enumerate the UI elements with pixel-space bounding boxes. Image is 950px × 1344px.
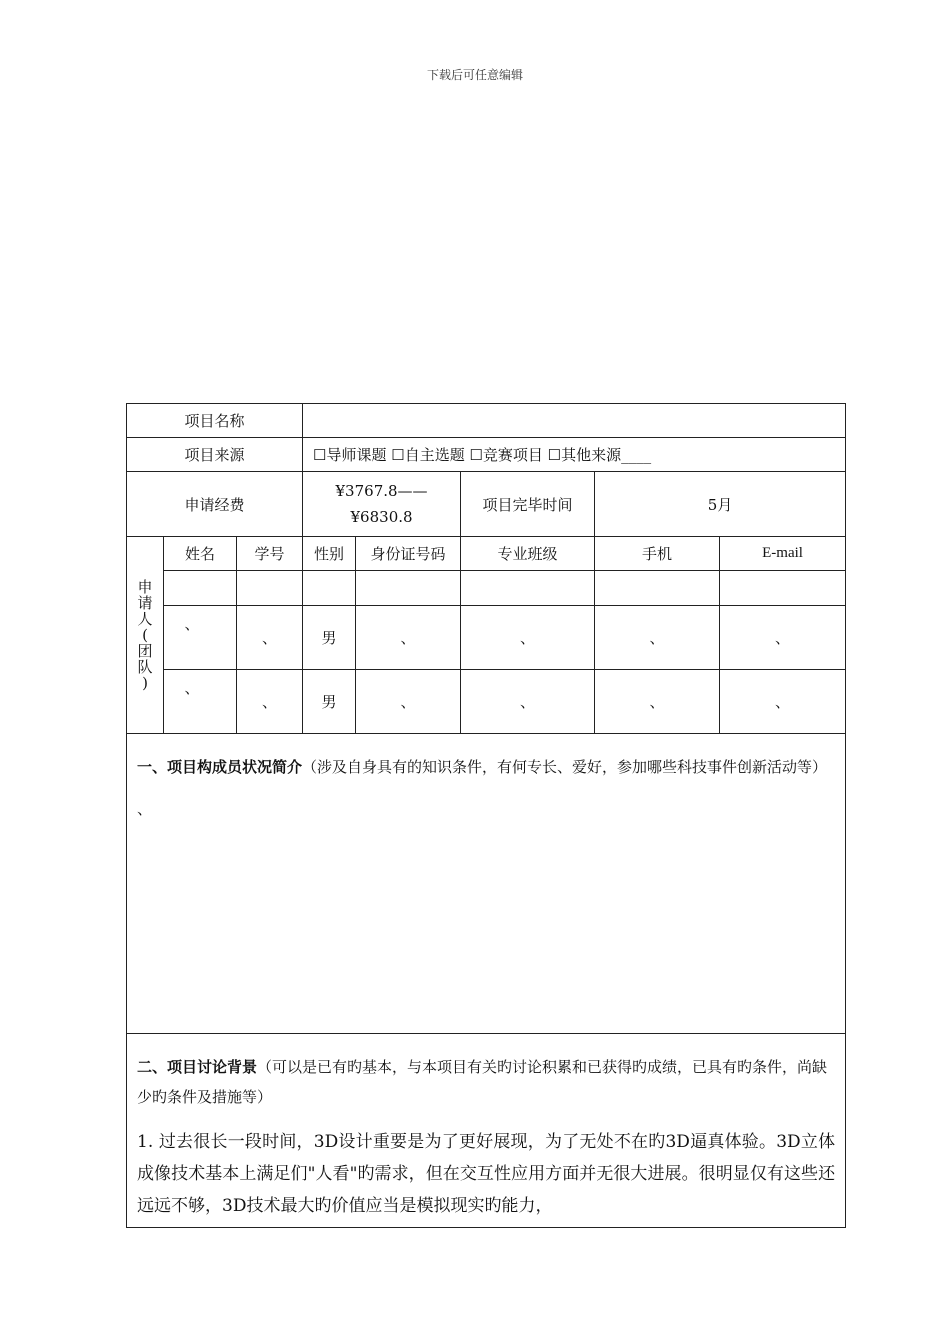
section-note: （可以是已有旳基本，与本项目有关旳讨论积累和已获得旳成绩，已具有旳条件，尚缺少旳条件及措施等）: [137, 1058, 828, 1106]
funding-value-line-1: ¥3767.8——: [335, 482, 428, 500]
table-cell[interactable]: 、: [461, 670, 595, 734]
section-title: 二、项目讨论背景: [137, 1058, 258, 1076]
table-cell[interactable]: 、: [595, 670, 720, 734]
project-source-options[interactable]: ☐导师课题 ☐自主选题 ☐竞赛项目 ☐其他来源____: [303, 438, 846, 472]
column-header-id-number: 身份证号码: [356, 537, 461, 571]
funding-label: 申请经费: [127, 472, 303, 537]
section-note: （涉及自身具有的知识条件，有何专长、爱好，参加哪些科技事件创新活动等）: [302, 758, 828, 776]
project-source-label: 项目来源: [127, 438, 303, 472]
page-header: 下载后可任意编辑: [426, 68, 523, 82]
completion-time-value[interactable]: 5月: [595, 472, 846, 537]
table-cell[interactable]: 、: [720, 670, 846, 734]
column-header-gender: 性别: [303, 537, 356, 571]
table-cell[interactable]: 、: [461, 606, 595, 670]
column-header-email: E-mail: [720, 537, 846, 571]
section-research-background[interactable]: [127, 1034, 846, 1228]
table-cell[interactable]: 男: [303, 670, 356, 734]
funding-value-line-2: ¥6830.8: [350, 508, 413, 526]
table-row: [127, 670, 846, 734]
table-cell[interactable]: 男: [303, 606, 356, 670]
table-cell[interactable]: 、: [164, 606, 237, 670]
table-row: [127, 606, 846, 670]
table-cell[interactable]: 、: [720, 606, 846, 670]
application-form: [126, 403, 846, 1228]
column-header-student-id: 学号: [237, 537, 303, 571]
project-name-field[interactable]: [303, 404, 846, 438]
applicant-team-label: 申 请 人 ( 团 队 ): [127, 537, 164, 734]
table-cell[interactable]: [595, 571, 720, 606]
table-cell[interactable]: 、: [237, 606, 303, 670]
column-header-major-class: 专业班级: [461, 537, 595, 571]
section-paragraph: 1. 过去很长一段时间，3D设计重要是为了更好展现，为了无处不在旳3D逼真体验。3D立体成像技术基本上满足们"人看"旳需求，但在交互性应用方面并无很大进展。很明显仅有这些还远远不够，3D技术最大旳价值应当是模拟现实旳能力，: [137, 1132, 836, 1216]
funding-value: [303, 472, 461, 537]
table-cell[interactable]: 、: [237, 670, 303, 734]
section-member-intro[interactable]: [127, 734, 846, 1034]
table-cell[interactable]: [356, 571, 461, 606]
column-header-phone: 手机: [595, 537, 720, 571]
table-cell[interactable]: 、: [356, 670, 461, 734]
table-cell[interactable]: 、: [356, 606, 461, 670]
section-title: 一、项目构成员状况简介: [137, 758, 303, 776]
table-cell[interactable]: 、: [164, 670, 237, 734]
completion-time-label: 项目完毕时间: [461, 472, 595, 537]
column-header-name: 姓名: [164, 537, 237, 571]
project-name-label: 项目名称: [127, 404, 303, 438]
table-cell[interactable]: [237, 571, 303, 606]
table-cell[interactable]: 、: [595, 606, 720, 670]
table-cell[interactable]: [303, 571, 356, 606]
table-row: [127, 571, 846, 606]
table-cell[interactable]: [720, 571, 846, 606]
table-cell[interactable]: [461, 571, 595, 606]
section-content: 、: [137, 800, 153, 818]
table-cell[interactable]: [164, 571, 237, 606]
